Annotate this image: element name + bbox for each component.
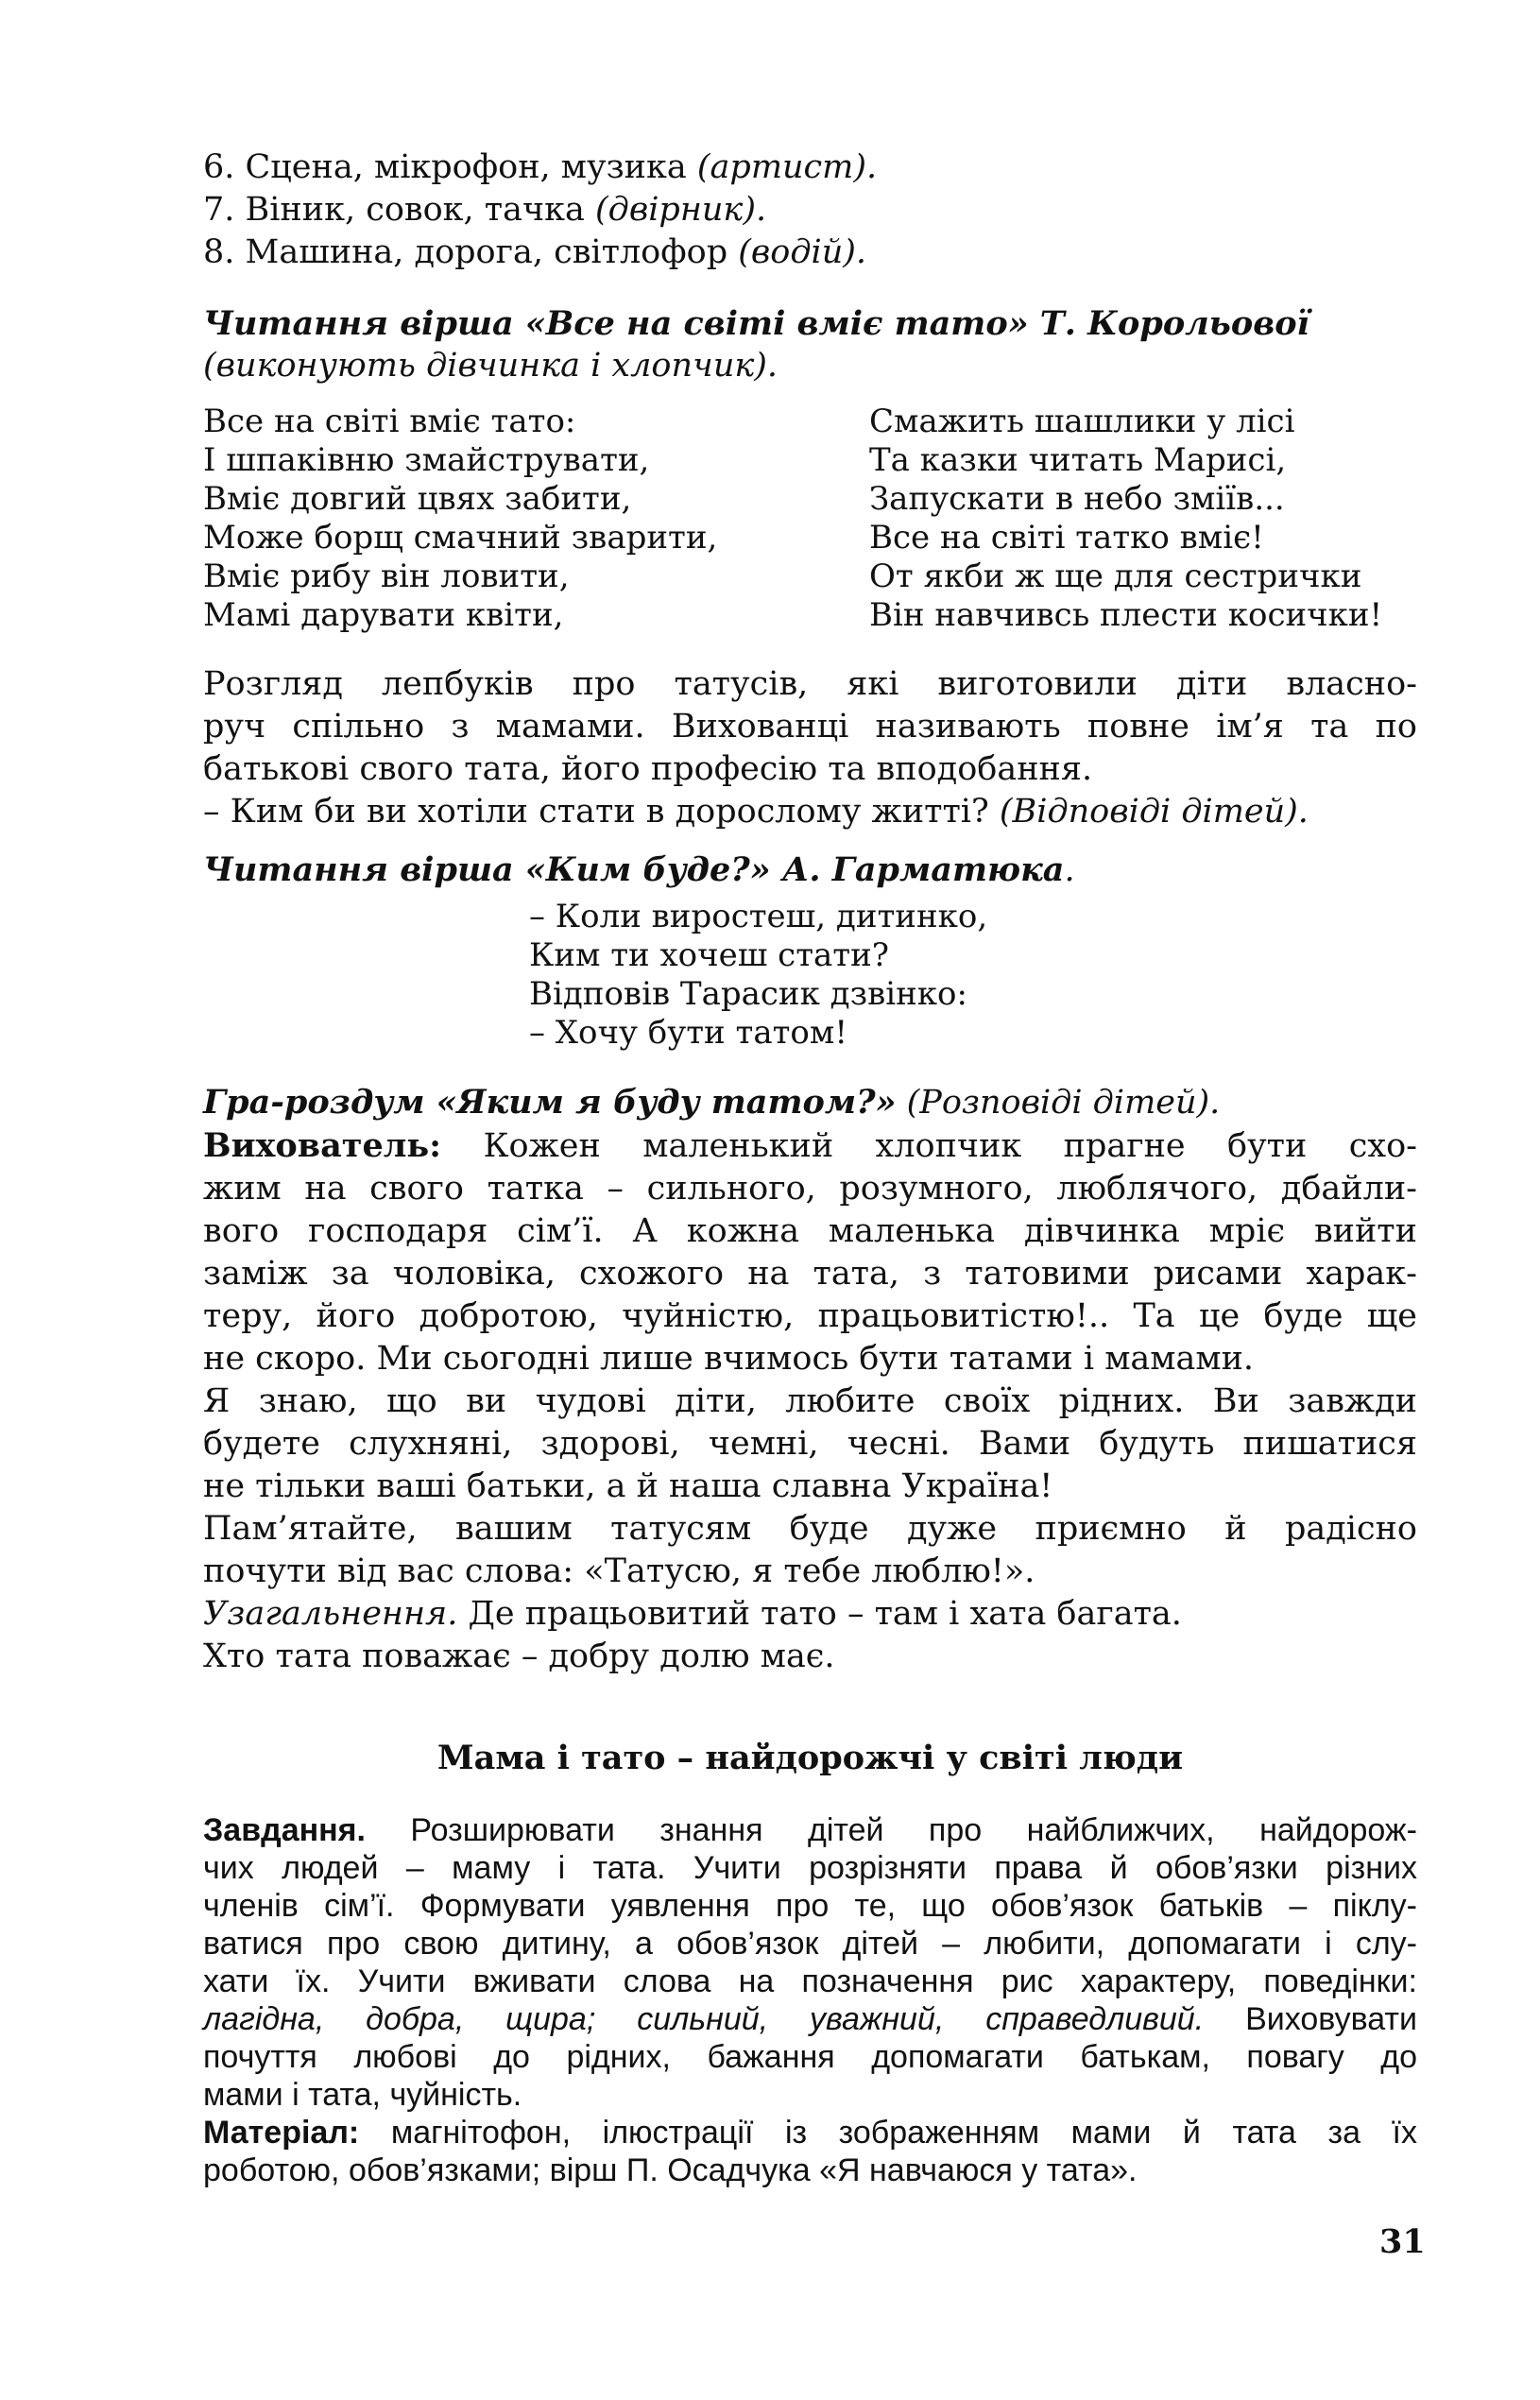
- paragraph-line: заміж за чоловіка, схожого на тата, з татовими рисами харак-: [203, 1255, 1417, 1293]
- reading-heading-2: [203, 849, 1417, 892]
- poem-who-will-be: [529, 898, 1417, 1053]
- poem-line: Та казки читать Марисі,: [869, 441, 1287, 479]
- poem-column-left: [203, 403, 789, 635]
- poem-line: Все на світі вміє тато:: [203, 403, 576, 440]
- poem-line: Все на світі татко вміє!: [869, 519, 1264, 557]
- task-italic-text: лагідна, добра, щира; сильний, уважний, справедливий.: [203, 2001, 1205, 2037]
- list-item-text: 7. Віник, совок, тачка: [203, 191, 596, 229]
- task-line: мами і тата, чуйність.: [203, 2077, 522, 2113]
- poem-line: Запускати в небо зміїв...: [869, 480, 1285, 518]
- list-item-answer: (двірник).: [595, 191, 767, 229]
- material-line: [203, 2114, 1417, 2151]
- question-line: [203, 791, 1417, 833]
- question-text: – Ким би ви хотіли стати в дорослому житті?: [203, 793, 1000, 831]
- task-line: хати їх. Учити вживати слова на позначення рис характеру, поведінки:: [203, 1963, 1417, 1999]
- lapbook-paragraph: [203, 663, 1417, 833]
- teacher-label: Вихователь:: [203, 1126, 442, 1165]
- list-item-answer: (артист).: [696, 148, 878, 186]
- task-label: Завдання.: [203, 1812, 366, 1848]
- summary-text: Де працьовитий тато – там і хата багата.: [457, 1595, 1182, 1633]
- game-title: Гра-роздум «Яким я буду татом?»: [203, 1083, 897, 1122]
- poem-line: Він навчивсь плести косички!: [869, 596, 1383, 634]
- poem-column-right: [869, 403, 1417, 635]
- paragraph-line: теру, його добротою, чуйністю, працьовитістю!.. Та це буде ще: [203, 1297, 1417, 1335]
- reading-title-dot: .: [1064, 851, 1075, 889]
- game-note: (Розповіді дітей).: [896, 1084, 1221, 1122]
- poem-line: І шпаківню змайструвати,: [203, 441, 650, 479]
- task-text: Виховувати: [1204, 2001, 1417, 2037]
- poem-line: От якби ж ще для сестрички: [869, 557, 1362, 595]
- paragraph-line: будете слухняні, здорові, чемні, чесні. Вами будуть пишатися: [203, 1425, 1417, 1463]
- poem-line: – Коли виростеш, дитинко,: [529, 898, 988, 935]
- list-item: [203, 189, 1417, 231]
- poem-line: Відповів Тарасик дзвінко:: [529, 975, 967, 1013]
- game-heading: [203, 1081, 1417, 1124]
- poem-line: Ким ти хочеш стати?: [529, 936, 889, 974]
- paragraph-line: руч спільно з мамами. Вихованці називають повне ім’я та по: [203, 708, 1417, 746]
- riddle-list: [203, 146, 1417, 274]
- paragraph-line: почути від вас слова: «Татусю, я тебе люблю!».: [203, 1552, 1035, 1590]
- list-item: [203, 146, 1417, 189]
- reading-heading-1: Читання вірша «Все на світі вміє тато» Т. Корольової: [203, 304, 1309, 343]
- summary-line: [203, 1593, 1417, 1636]
- material-line: роботою, обов’язками; вірш П. Осадчука «Я навчаюся у тата».: [203, 2152, 1138, 2188]
- poem-everything-dad-can: [203, 403, 1417, 635]
- task-section: [203, 1811, 1417, 2189]
- material-label: Матеріал:: [203, 2115, 360, 2151]
- task-line: чих людей – маму і тата. Учити розрізняти права й обов’язки різних: [203, 1850, 1417, 1886]
- list-item-answer: (водій).: [738, 233, 867, 271]
- task-line: членів сім’ї. Формувати уявлення про те, що обов’язок батьків – піклу-: [203, 1888, 1417, 1924]
- reading-subheading-1: (виконують дівчинка і хлопчик).: [203, 347, 779, 385]
- reading-title-2: Читання вірша «Ким буде?» А. Гарматюка: [203, 850, 1065, 889]
- paragraph-line: Я знаю, що ви чудові діти, любите своїх рідних. Ви завжди: [203, 1382, 1417, 1420]
- poem-line: Мамі дарувати квіти,: [203, 596, 564, 634]
- poem-line: Може борщ смачний зварити,: [203, 519, 718, 557]
- paragraph-line: не скоро. Ми сьогодні лише вчимось бути татами і мамами.: [203, 1340, 1255, 1378]
- task-line: почуття любові до рідних, бажання допомагати батькам, повагу до: [203, 2039, 1417, 2075]
- proverb-line: Хто тата поважає – добру долю має.: [203, 1637, 835, 1675]
- task-line: [203, 2000, 1417, 2038]
- poem-line: Вміє довгий цвях забити,: [203, 480, 632, 518]
- paragraph-line: Розгляд лепбуків про татусів, які виготовили діти власно-: [203, 665, 1417, 703]
- list-item: [203, 231, 1417, 274]
- section-title: Мама і тато – найдорожчі у світі люди: [436, 1739, 1184, 1777]
- list-item-text: 8. Машина, дорога, світлофор: [203, 233, 739, 271]
- task-line: [203, 1811, 1417, 1849]
- poem-line: Вміє рибу він ловити,: [203, 557, 570, 595]
- teacher-text: Кожен маленький хлопчик прагне бути схо-: [441, 1127, 1417, 1165]
- paragraph-line: жим на свого татка – сильного, розумного, люблячого, дбайли-: [203, 1170, 1417, 1208]
- paragraph-line: вого господаря сім’ї. А кожна маленька дівчинка мріє вийти: [203, 1212, 1417, 1250]
- poem-line: Смажить шашлики у лісі: [869, 403, 1295, 440]
- summary-label: Узагальнення.: [203, 1595, 458, 1633]
- material-text: магнітофон, ілюстрації із зображенням мами й тата за їх: [359, 2115, 1417, 2151]
- paragraph-line: Пам’ятайте, вашим татусям буде дуже приємно й радісно: [203, 1510, 1417, 1548]
- page-number: 31: [1379, 2222, 1426, 2261]
- question-note: (Відповіді дітей).: [999, 793, 1309, 831]
- task-text: Розширювати знання дітей про найближчих, найдорож-: [365, 1812, 1417, 1848]
- paragraph-line: батькові свого тата, його професію та вподобання.: [203, 750, 1093, 788]
- game-section: [203, 1081, 1417, 1678]
- poem-line: – Хочу бути татом!: [529, 1014, 847, 1052]
- task-line: ватися про свою дитину, а обов’язок дітей – любити, допомагати і слу-: [203, 1926, 1417, 1962]
- paragraph-line: не тільки ваші батьки, а й наша славна Україна!: [203, 1467, 1053, 1505]
- list-item-text: 6. Сцена, мікрофон, музика: [203, 148, 697, 186]
- paragraph-line: [203, 1124, 1417, 1168]
